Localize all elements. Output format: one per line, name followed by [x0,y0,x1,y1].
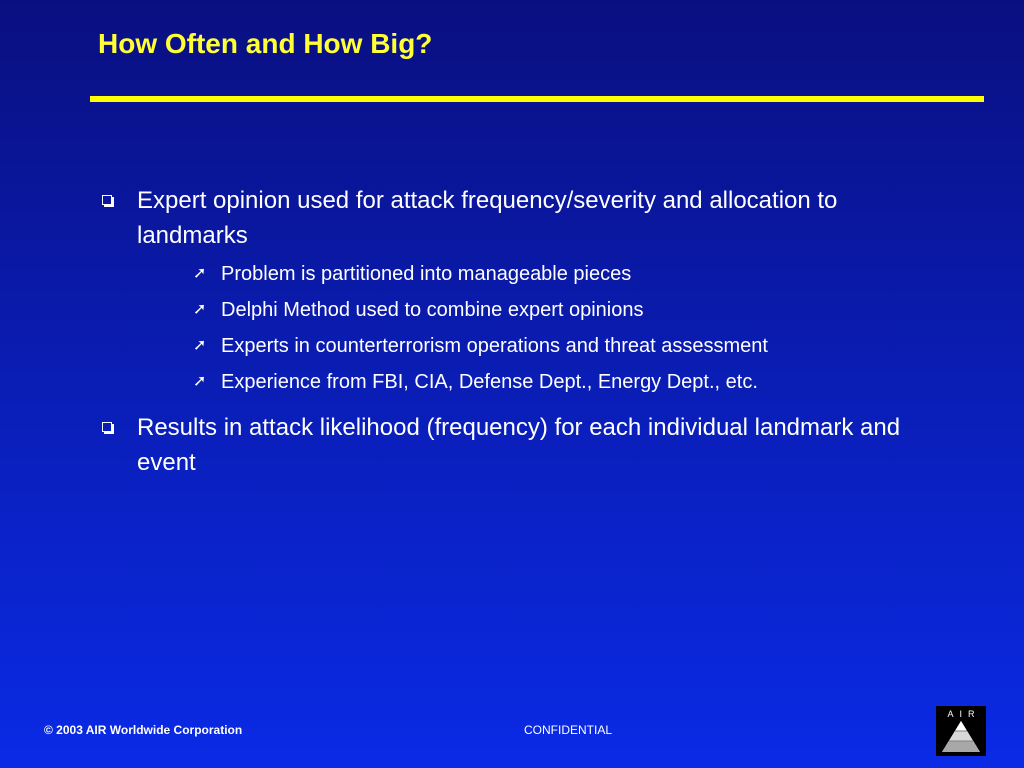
subbullet-text: Experts in counterterrorism operations and threat assessment [221,335,768,357]
title-divider [90,96,984,102]
air-logo [936,706,986,756]
footer-confidential: CONFIDENTIAL [524,723,613,737]
diagonal-arrow-icon: ➚ [193,301,207,318]
diagonal-arrow-icon: ➚ [193,373,207,390]
bullet-text: Expert opinion used for attack frequency/severity and allocation to landmarks [137,187,838,249]
diagonal-arrow-icon: ➚ [193,265,207,282]
subbullet-text: Delphi Method used to combine expert opinions [221,299,644,321]
logo-text: AIR [947,709,981,719]
bullet-item [98,410,948,480]
slide-content [98,183,948,490]
diagonal-arrow-icon: ➚ [193,337,207,354]
subbullet-item [137,256,948,292]
subbullet-item [137,328,948,364]
square-bullet-icon [102,195,112,205]
footer-copyright: © 2003 AIR Worldwide Corporation [44,723,243,737]
subbullet-list [137,256,948,400]
subbullet-item [137,364,948,400]
subbullet-item [137,292,948,328]
subbullet-text: Problem is partitioned into manageable pieces [221,263,632,285]
bullet-text: Results in attack likelihood (frequency) for each individual landmark and event [137,414,901,476]
bullet-item [98,183,948,400]
slide-title: How Often and How Big? [98,28,433,59]
subbullet-text: Experience from FBI, CIA, Defense Dept., Energy Dept., etc. [221,371,758,393]
square-bullet-icon [102,422,112,432]
